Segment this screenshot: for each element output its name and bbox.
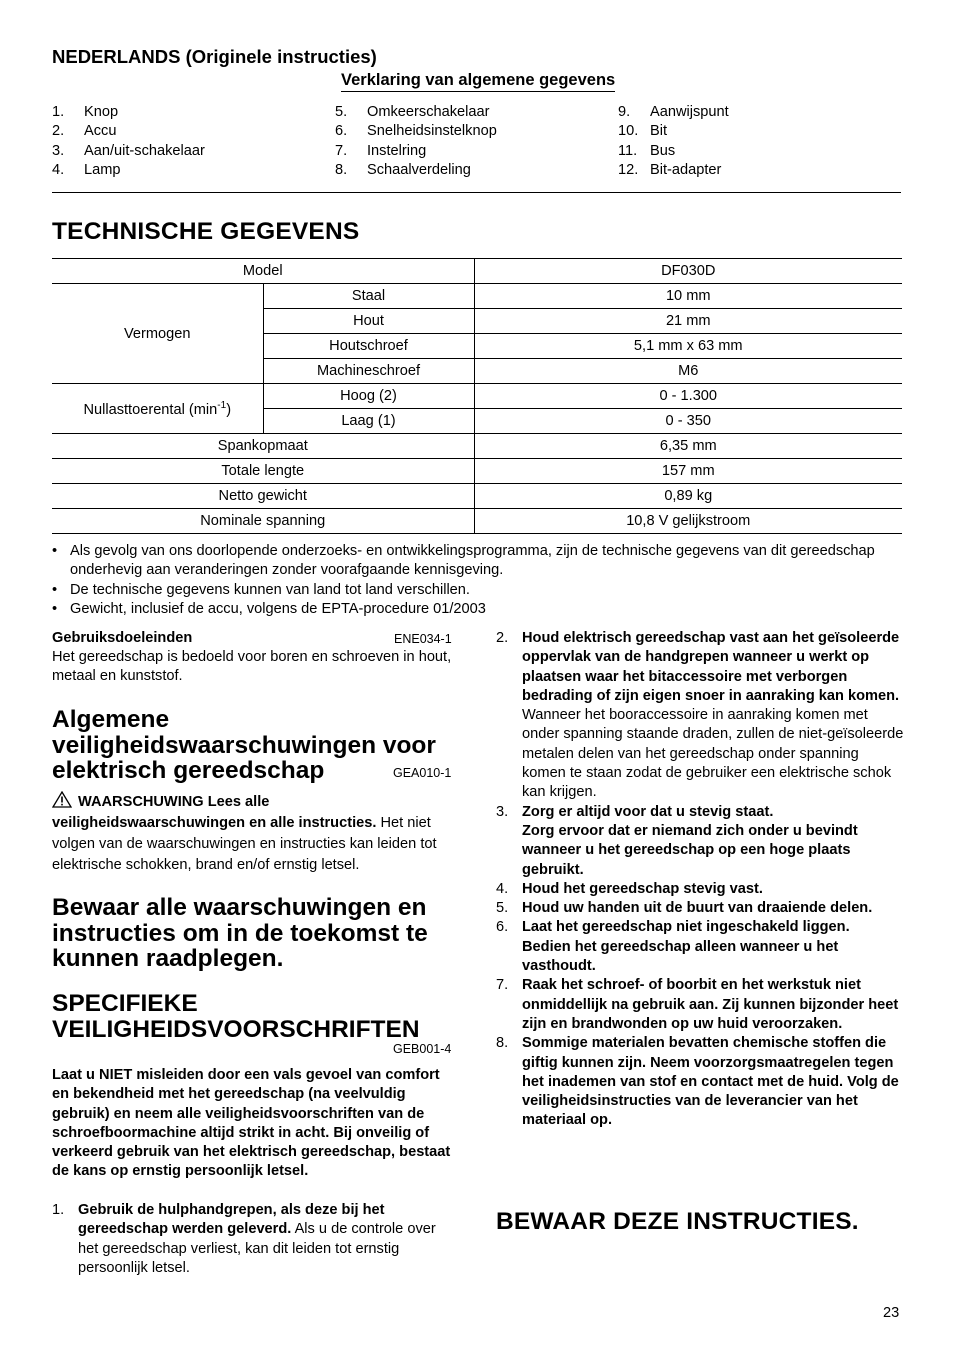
general-safety-code: GEA010-1 xyxy=(393,766,452,780)
spec-value: 6,35 mm xyxy=(474,434,902,459)
spec-label: Totale lengte xyxy=(52,459,474,484)
part-item: 10. Bit xyxy=(618,123,668,140)
spec-value: 21 mm xyxy=(474,309,902,334)
intended-use-text: Het gereedschap is bedoeld voor boren en schroeven in hout, metaal en kunststof. xyxy=(52,649,452,685)
spec-label: Machineschroef xyxy=(263,359,474,384)
parts-column-2 xyxy=(335,103,497,180)
intended-use-heading: Gebruiksdoeleinden xyxy=(52,630,193,646)
list-item: • De technische gegevens kunnen van land tot land verschillen. xyxy=(52,581,901,600)
list-item: • Als gevolg van ons doorlopende onderzoeks- en ontwikkelingsprogramma, zijn de technische gegevens van dit gereedschap onderhevig aan veranderingen zonder voorafgaande kennisgeving. xyxy=(52,542,901,581)
part-item: 8. Schaalverdeling xyxy=(335,161,471,178)
spec-label: Staal xyxy=(263,284,474,309)
warning-triangle-icon xyxy=(52,791,72,808)
table-row xyxy=(52,459,902,484)
spec-value: 157 mm xyxy=(474,459,902,484)
page-number: 23 xyxy=(883,1305,900,1321)
document-language-heading: NEDERLANDS (Originele instructies) xyxy=(52,46,377,67)
spec-label: Laag (1) xyxy=(263,409,474,434)
spec-label: Nominale spanning xyxy=(52,509,474,534)
parts-column-1 xyxy=(52,103,205,180)
list-item: 1. Gebruik de hulphandgrepen, als deze bij het gereedschap werden geleverd. Als u de controle over het gereedschap verliest, kan dit leiden tot ernstig persoonlijk letsel. xyxy=(52,1202,436,1276)
specs-title: TECHNISCHE GEGEVENS xyxy=(52,218,360,245)
intended-use-code: ENE034-1 xyxy=(394,632,452,646)
spec-value: 0 - 350 xyxy=(474,409,902,434)
list-item: 2. Houd elektrisch gereedschap vast aan het geïsoleerde oppervlak van de handgrepen wanneer u werkt op plaatsen waar het bitaccessoire met verborgen bedrading of zijn eigen snoer in aanraking kan komen. Wanneer het booraccessoire in aanraking komen met onder spanning staande draden, zullen de niet-geïsoleerde metalen delen van het gereedschap onder spanning komen te staan zodat de gebruiker een elektrische schok kan krijgen. xyxy=(496,630,904,801)
spec-label: Netto gewicht xyxy=(52,484,474,509)
list-item: • Gewicht, inclusief de accu, volgens de EPTA-procedure 01/2003 xyxy=(52,600,901,619)
table-row xyxy=(52,384,902,409)
spec-label: Hout xyxy=(263,309,474,334)
specific-safety-code: GEB001-4 xyxy=(393,1042,452,1056)
section-divider xyxy=(52,192,901,193)
specific-intro: Laat u NIET misleiden door een vals gevoel van comfort en bekendheid met het gereedschap (na veelvuldig gebruik) en neem alle veiligheidsvoorschriften van de schroefboormachine altijd strikt in acht. Bij onveilig of verkeerd gebruik van het elektrisch gereedschap, bestaat de kans op ernstig persoonlijk letsel. xyxy=(52,1067,451,1180)
list-item: 5. Houd uw handen uit de buurt van draaiende delen. xyxy=(496,900,873,917)
spec-value: 10 mm xyxy=(474,284,902,309)
table-row xyxy=(52,434,902,459)
warning-paragraph: WAARSCHUWING Lees alle veiligheidswaarschuwingen en alle instructies. Het niet volgen van de waarschuwingen en instructies kan leiden tot elektrische schokken, brand en/of ernstig letsel. xyxy=(52,791,457,876)
part-item: 2. Accu xyxy=(52,123,117,140)
part-item: 7. Instelring xyxy=(335,142,427,159)
list-item: 6. Laat het gereedschap niet ingeschakeld liggen. Bedien het gereedschap alleen wanneer u het vasthoudt. xyxy=(496,919,850,975)
specs-notes xyxy=(52,542,901,619)
part-item: 12. Bit-adapter xyxy=(618,161,722,178)
spec-value: 0,89 kg xyxy=(474,484,902,509)
spec-group-label: Nullasttoerental $(\min^{-1})$ xyxy=(52,384,263,434)
spec-label: Hoog (2) xyxy=(263,384,474,409)
part-item: 5. Omkeerschakelaar xyxy=(335,104,490,120)
table-row xyxy=(52,509,902,534)
part-item: 9. Aanwijspunt xyxy=(618,104,729,120)
list-item: 7. Raak het schroef- of boorbit en het werkstuk niet onmiddellijk na gebruik aan. Zij kunnen bijzonder heet zijn en brandwonden op uw huid veroorzaken. xyxy=(496,977,899,1032)
general-safety-title: Algemene veiligheidswaarschuwingen voor elektrisch gereedschap xyxy=(52,706,436,784)
spec-label: Houtschroef xyxy=(263,334,474,359)
spec-value: M6 xyxy=(474,359,902,384)
parts-column-3 xyxy=(618,103,729,180)
list-item: 4. Houd het gereedschap stevig vast. xyxy=(496,880,763,897)
table-row xyxy=(52,284,902,309)
spec-value: 0 - 1.300 xyxy=(474,384,902,409)
part-item: 3. Aan/uit-schakelaar xyxy=(52,142,205,159)
part-item: 4. Lamp xyxy=(52,161,121,178)
table-row xyxy=(52,484,902,509)
specific-safety-title: SPECIFIEKE VEILIGHEIDSVOORSCHRIFTEN xyxy=(52,990,420,1043)
spec-value: DF030D xyxy=(474,259,902,284)
part-item: 6. Snelheidsinstelknop xyxy=(335,123,497,140)
spec-label: Model xyxy=(52,259,474,284)
specific-list-part-1 xyxy=(52,1201,452,1278)
specific-list-part-2 xyxy=(496,629,906,1131)
declaration-heading: Verklaring van algemene gegevens xyxy=(341,71,615,92)
keep-warnings-title: Bewaar alle waarschuwingen en instructies om in de toekomst te kunnen raadplegen. xyxy=(52,894,428,972)
save-instructions-title: BEWAAR DEZE INSTRUCTIES. xyxy=(496,1208,859,1235)
spec-group-label: Vermogen xyxy=(52,284,263,384)
specs-table xyxy=(52,258,902,534)
list-item: 8. Sommige materialen bevatten chemische stoffen die giftig kunnen zijn. Neem voorzorgsmaatregelen tegen het inademen van stof en contact met de huid. Volg de veiligheidsinstructies van de leverancier van het materiaal op. xyxy=(496,1035,899,1129)
spec-value: 10,8 V gelijkstroom xyxy=(474,509,902,534)
part-item: 1. Knop xyxy=(52,104,119,120)
list-item: 3. Zorg er altijd voor dat u stevig staat. Zorg ervoor dat er niemand zich onder u bevindt wanneer u het gereedschap op een hoge plaats gebruikt. xyxy=(496,803,858,878)
table-row xyxy=(52,259,902,284)
spec-label: Spankopmaat xyxy=(52,434,474,459)
part-item: 11. Bus xyxy=(618,142,676,159)
spec-value: 5,1 mm x 63 mm xyxy=(474,334,902,359)
